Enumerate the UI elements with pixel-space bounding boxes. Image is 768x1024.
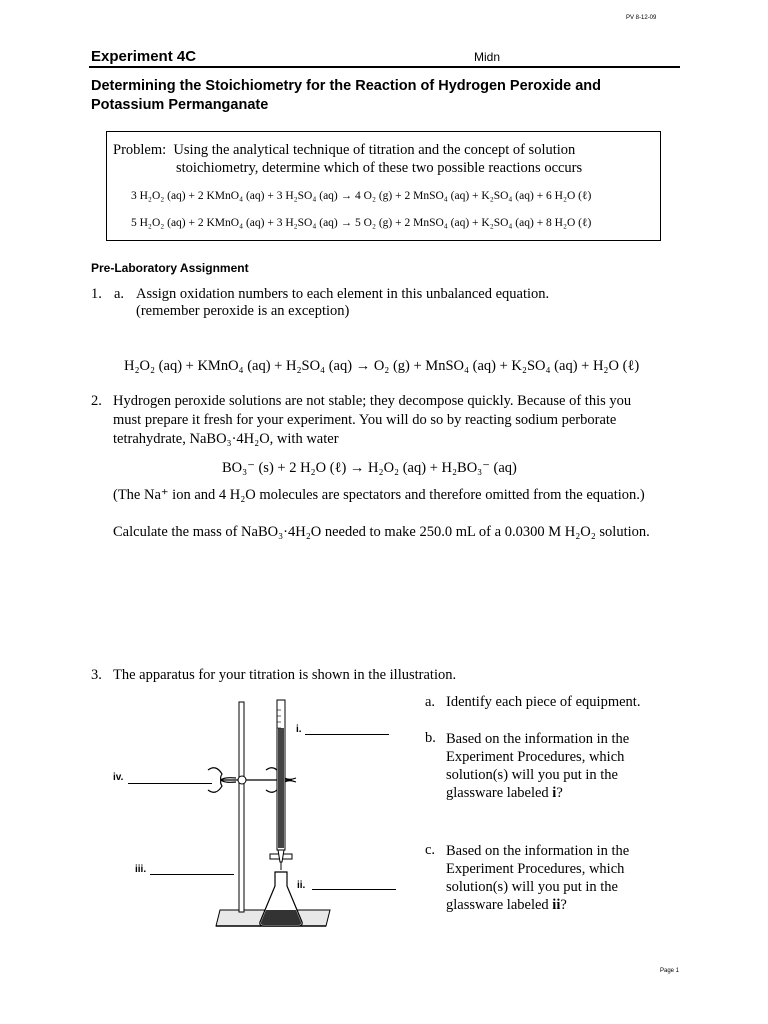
q2-note: (The Na⁺ ion and 4 H₂O molecules are spectators and therefore omitted from the equation.) bbox=[113, 487, 645, 503]
problem-text-1: Using the analytical technique of titration and the concept of solution bbox=[173, 142, 576, 158]
q3c-line-3: solution(s) will you put in the bbox=[446, 879, 618, 895]
burette-tip bbox=[278, 850, 284, 862]
burette-liquid bbox=[278, 728, 284, 848]
q3b-text bbox=[446, 730, 629, 802]
reaction-equation-1: 3 H₂O₂ (aq) + 2 KMnO₄ (aq) + 3 H₂SO₄ (aq) → 4 O₂ (g) + 2 MnSO₄ (aq) + K₂SO₄ (aq) + 6 H₂O (ℓ) bbox=[131, 190, 592, 202]
label-iv-text: iv. bbox=[113, 772, 124, 783]
q3a-text: Identify each piece of equipment. bbox=[446, 694, 641, 710]
q1-text-2: (remember peroxide is an exception) bbox=[136, 303, 350, 319]
q3a-letter: a. bbox=[425, 694, 436, 710]
q3b-end: ? bbox=[556, 785, 563, 801]
label-iii-text: iii. bbox=[135, 864, 147, 875]
q3b-line-2: Experiment Procedures, which bbox=[446, 749, 625, 765]
experiment-number: Experiment 4C bbox=[91, 48, 197, 65]
q1-part-a: a. bbox=[114, 286, 125, 302]
label-i-text: i. bbox=[296, 724, 302, 735]
q1-text-1: Assign oxidation numbers to each element in this unbalanced equation. bbox=[136, 286, 550, 302]
q3b-line-3: solution(s) will you put in the bbox=[446, 767, 618, 783]
q3c-bold-label: ii bbox=[552, 897, 561, 913]
q3-intro: The apparatus for your titration is shown in the illustration. bbox=[113, 667, 457, 683]
page-title: Determining the Stoichiometry for the Reaction of Hydrogen Peroxide and Potassium Permanganate bbox=[91, 78, 601, 113]
problem-line-1 bbox=[113, 142, 575, 159]
revision-code: PV 8-12-09 bbox=[626, 15, 657, 21]
q1-number: 1. bbox=[91, 286, 102, 302]
q3c-line-2: Experiment Procedures, which bbox=[446, 861, 625, 877]
q3-number: 3. bbox=[91, 667, 102, 683]
header-rule bbox=[89, 66, 680, 68]
q2-text-3: tetrahydrate, NaBO₃·4H₂O, with water bbox=[113, 431, 339, 447]
q2-text-2: must prepare it fresh for your experiment. You will do so by reacting sodium perborate bbox=[113, 412, 617, 428]
label-iv bbox=[113, 772, 123, 783]
q3b-line-4 bbox=[446, 784, 629, 802]
q2-calculation: Calculate the mass of NaBO₃·4H₂O needed to make 250.0 mL of a 0.0300 M H₂O₂ solution. bbox=[113, 524, 650, 540]
titration-apparatus-figure bbox=[180, 690, 350, 950]
q3c-end: ? bbox=[560, 897, 567, 913]
q3b-letter: b. bbox=[425, 730, 436, 746]
prelab-heading: Pre-Laboratory Assignment bbox=[91, 261, 249, 275]
q2-equation: BO₃⁻ (s) + 2 H₂O (ℓ) → H₂O₂ (aq) + H₂BO₃⁻ (aq) bbox=[222, 460, 517, 476]
page-number: Page 1 bbox=[660, 968, 680, 974]
ring-stand-rod bbox=[239, 702, 244, 912]
q2-number: 2. bbox=[91, 393, 102, 409]
clamp-holder bbox=[238, 776, 246, 784]
q3c-text bbox=[446, 842, 629, 914]
midn-field-label: Midn bbox=[474, 50, 501, 64]
q3c-line-4-text: glassware labeled bbox=[446, 897, 553, 913]
q3c-line-1: Based on the information in the bbox=[446, 843, 630, 859]
q3b-line-4-text: glassware labeled bbox=[446, 785, 553, 801]
q3b-line-1: Based on the information in the bbox=[446, 731, 630, 747]
problem-label: Problem: bbox=[113, 142, 167, 158]
q1-equation: H₂O₂ (aq) + KMnO₄ (aq) + H₂SO₄ (aq) → O₂ (g) + MnSO₄ (aq) + K₂SO₄ (aq) + H₂O (ℓ) bbox=[124, 358, 640, 374]
q3c-letter: c. bbox=[425, 842, 436, 858]
q3b-bold-label: i bbox=[552, 785, 557, 801]
label-iii bbox=[135, 864, 146, 875]
flask-liquid bbox=[261, 910, 301, 925]
reaction-equation-2: 5 H₂O₂ (aq) + 2 KMnO₄ (aq) + 3 H₂SO₄ (aq) → 5 O₂ (g) + 2 MnSO₄ (aq) + K₂SO₄ (aq) + 8 H₂O (ℓ) bbox=[131, 217, 592, 229]
q2-text-1: Hydrogen peroxide solutions are not stable; they decompose quickly. Because of this you bbox=[113, 393, 632, 409]
label-ii-text: ii. bbox=[297, 880, 306, 891]
q3c-line-4 bbox=[446, 896, 629, 914]
problem-line-2: stoichiometry, determine which of these two possible reactions occurs bbox=[176, 160, 583, 176]
